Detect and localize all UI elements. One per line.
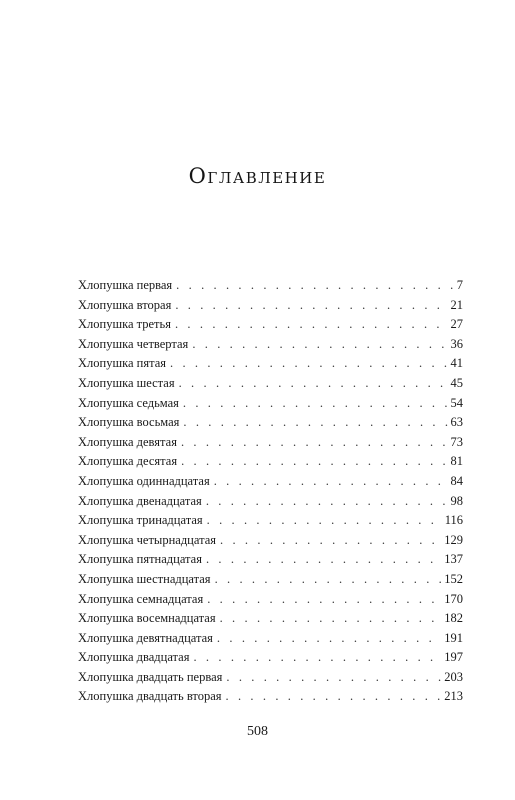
dot-leader	[176, 276, 454, 296]
toc-entry	[78, 550, 463, 570]
toc-entry	[78, 590, 463, 610]
dot-leader	[220, 531, 441, 551]
dot-leader	[192, 335, 447, 355]
dot-leader	[183, 413, 447, 433]
toc-entry-page: 36	[450, 336, 463, 351]
page-number: 508	[247, 724, 268, 739]
toc-entry-page: 129	[444, 532, 463, 547]
dot-leader	[181, 433, 448, 453]
toc-entry-page: 21	[450, 297, 463, 312]
toc-entry-title: Хлопушка тринадцатая	[78, 513, 203, 528]
dot-leader	[206, 492, 448, 512]
toc-entry-title: Хлопушка первая	[78, 278, 173, 292]
toc-entry-page: 191	[444, 630, 463, 645]
dot-leader	[220, 609, 442, 629]
toc-entry-page: 84	[450, 473, 463, 488]
toc-entry-title: Хлопушка девятая	[78, 434, 177, 449]
toc-entry-page: 170	[444, 591, 463, 606]
dot-leader	[175, 315, 448, 335]
dot-leader	[214, 472, 448, 492]
toc-entry-page: 182	[444, 611, 463, 626]
toc-entry	[78, 413, 463, 433]
dot-leader	[179, 374, 448, 394]
toc-entry-title: Хлопушка вторая	[78, 297, 172, 312]
toc-entry	[78, 354, 463, 374]
toc-entry-title: Хлопушка двадцать вторая	[78, 689, 222, 704]
toc-entry-title: Хлопушка двадцать первая	[78, 669, 223, 684]
dot-leader	[215, 570, 442, 590]
toc-entry-title: Хлопушка двадцатая	[78, 650, 190, 665]
dot-leader	[206, 550, 441, 570]
toc-entry-page: 45	[450, 375, 463, 390]
toc-entry-title: Хлопушка шестнадцатая	[78, 571, 211, 586]
toc-entry-title: Хлопушка восьмая	[78, 415, 180, 430]
toc-entry	[78, 648, 463, 668]
toc-entry-page: 213	[444, 689, 463, 704]
dot-leader	[183, 394, 448, 414]
toc-entry	[78, 315, 463, 335]
toc-entry	[78, 511, 463, 531]
dot-leader	[226, 668, 441, 688]
toc-entry-page: 27	[450, 317, 463, 332]
toc-entry-page: 54	[450, 395, 463, 410]
toc-entry-title: Хлопушка четвертая	[78, 336, 189, 351]
toc-entry	[78, 335, 463, 355]
toc-entry-title: Хлопушка семнадцатая	[78, 591, 204, 606]
toc-entry-title: Хлопушка третья	[78, 317, 171, 332]
toc-entry-title: Хлопушка шестая	[78, 375, 175, 390]
toc-entry	[78, 394, 463, 414]
toc-entry-page: 116	[444, 513, 463, 528]
toc-entry	[78, 276, 463, 296]
toc-entry	[78, 452, 463, 472]
toc-entry	[78, 570, 463, 590]
toc-entry-title: Хлопушка десятая	[78, 454, 178, 469]
toc-entry-page: 7	[456, 278, 463, 292]
toc-entry-page: 63	[450, 415, 463, 430]
toc-entry-title: Хлопушка одиннадцатая	[78, 473, 210, 488]
toc-entry-title: Хлопушка четырнадцатая	[78, 532, 217, 547]
table-of-contents	[78, 276, 463, 707]
dot-leader	[226, 687, 442, 707]
toc-entry-page: 73	[450, 434, 463, 449]
toc-entry-page: 203	[444, 669, 463, 684]
dot-leader	[181, 452, 447, 472]
toc-entry-title: Хлопушка седьмая	[78, 395, 179, 410]
toc-entry-title: Хлопушка пятая	[78, 356, 166, 371]
dot-leader	[207, 511, 442, 531]
toc-entry-page: 41	[450, 356, 463, 371]
toc-entry	[78, 629, 463, 649]
toc-entry	[78, 609, 463, 629]
toc-entry-title: Хлопушка двенадцатая	[78, 493, 202, 508]
toc-entry-title: Хлопушка восемнадцатая	[78, 611, 216, 626]
toc-entry-page: 197	[444, 650, 463, 665]
toc-entry-page: 98	[450, 493, 463, 508]
toc-entry	[78, 492, 463, 512]
toc-entry-title: Хлопушка пятнадцатая	[78, 552, 202, 567]
page-title: Оглавление	[188, 164, 327, 188]
dot-leader	[175, 296, 447, 316]
toc-entry	[78, 296, 463, 316]
toc-entry	[78, 531, 463, 551]
dot-leader	[170, 354, 448, 374]
toc-entry	[78, 687, 463, 707]
dot-leader	[207, 590, 441, 610]
dot-leader	[193, 648, 441, 668]
toc-entry	[78, 668, 463, 688]
toc-entry-page: 137	[444, 552, 463, 567]
toc-entry-page: 152	[444, 571, 463, 586]
dot-leader	[217, 629, 441, 649]
toc-entry	[78, 374, 463, 394]
toc-entry	[78, 433, 463, 453]
toc-entry-title: Хлопушка девятнадцатая	[78, 630, 213, 645]
toc-entry-page: 81	[450, 454, 463, 469]
toc-entry	[78, 472, 463, 492]
